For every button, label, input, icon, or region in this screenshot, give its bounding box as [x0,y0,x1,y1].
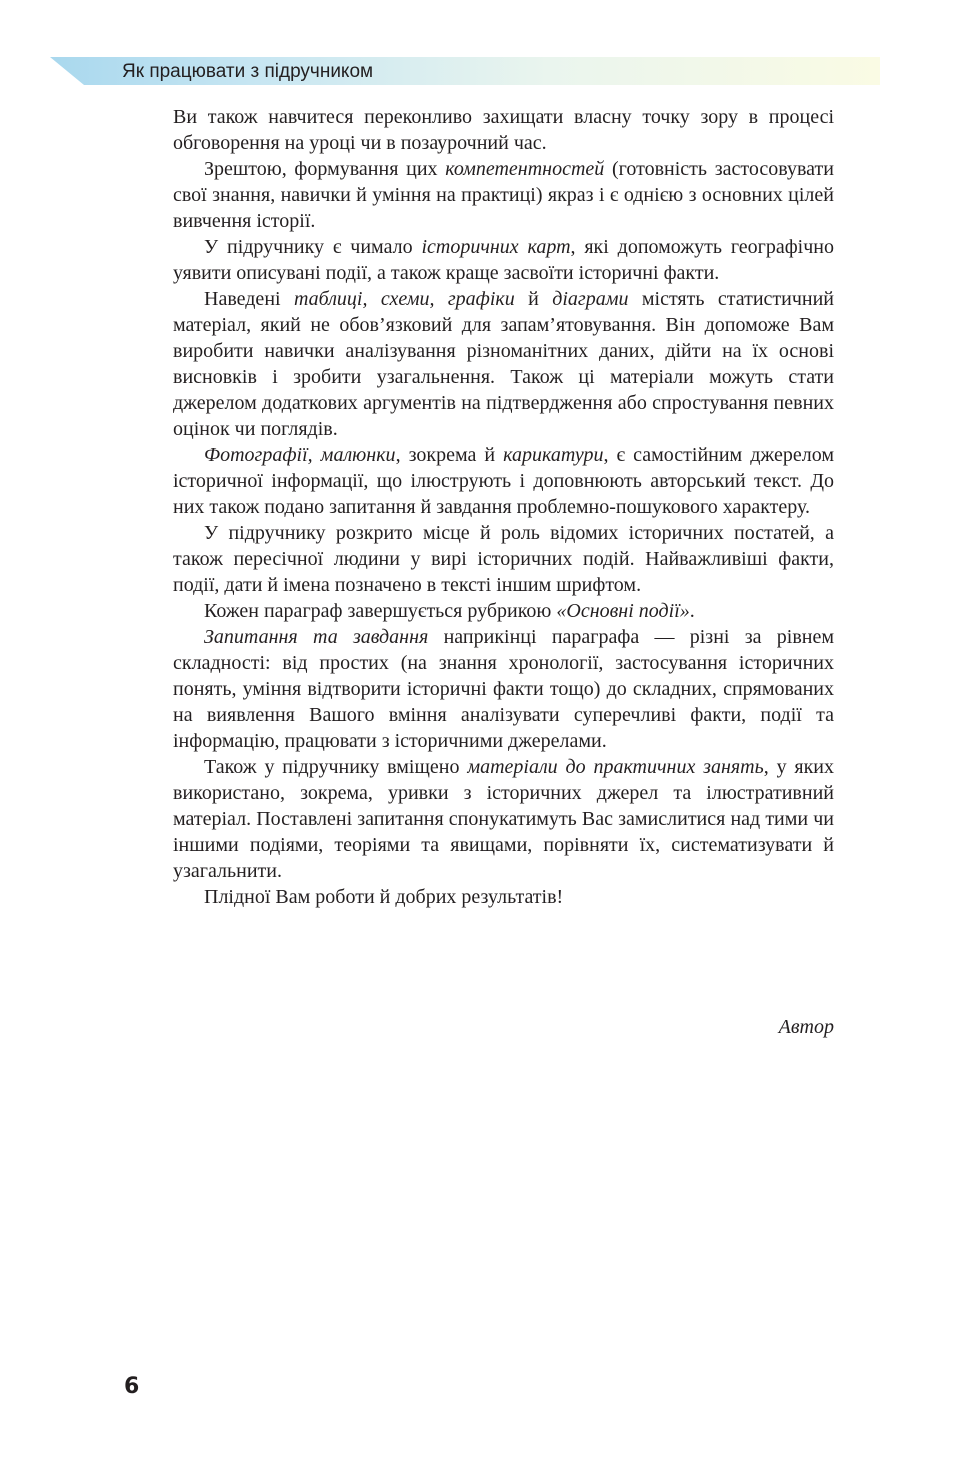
page-number: 6 [124,1374,140,1399]
author-signature: Автор [778,1016,834,1038]
section-header-title: Як працювати з підручником [122,61,374,82]
paragraph: У підручнику розкрито місце й роль відомих історичних постатей, а також пересічної людини у вирі історичних подій. Найважливіші факти, події, дати й імена позначено в тексті іншим шрифтом. [173,522,834,596]
paragraph: Ви також навчитеся переконливо захищати власну точку зору в процесі обговорення на уроці чи в позаурочний час. [173,106,834,154]
paragraph: Наведені таблиці, схеми, графіки й діаграми містять статистичний матеріал, який не обов’язковий для запам’ятовування. Він допоможе Вам виробити навички аналізування різноманітних даних, дійти на їх основі висновків і зробити узагальнення. Також ці матеріали можуть стати джерелом додаткових аргументів на підтвердження або спростування певних оцінок чи поглядів. [173,288,835,440]
paragraph: Зрештою, формування цих компетентностей (готовність застосовувати свої знання, навички й уміння на практиці) якраз і є однією з основних цілей вивчення історії. [173,158,834,232]
body-text [173,104,834,910]
paragraph: Плідної Вам роботи й добрих результатів! [204,886,564,908]
paragraph: Кожен параграф завершується рубрикою «Основні події». [204,600,695,622]
paragraph: Також у підручнику вміщено матеріали до практичних занять, у яких використано, зокрема, уривки з історичних джерел та ілюстративний матеріал. Поставлені запитання спонукатимуть Вас замислитися над тими чи іншими подіями, теоріями та явищами, порівняти їх, систематизувати й узагальнити. [173,756,835,882]
paragraph: Фотографії, малюнки, зокрема й карикатури, є самостійним джерелом історичної інформації, що ілюструють і доповнюють авторський текст. До них також подано запитання й завдання проблемно-пошукового характеру. [173,444,834,518]
paragraph: Запитання та завдання наприкінці параграфа — різні за рівнем складності: від простих (на знання хронології, застосування історичних понять, уміння відтворити історичні факти тощо) до складних, спрямованих на виявлення Вашого вміння аналізувати суперечливі факти, події та інформацію, працювати з історичними джерелами. [173,626,835,752]
paragraph: У підручнику є чимало історичних карт, які допоможуть географічно уявити описувані події, а також краще засвоїти історичні факти. [173,236,834,284]
